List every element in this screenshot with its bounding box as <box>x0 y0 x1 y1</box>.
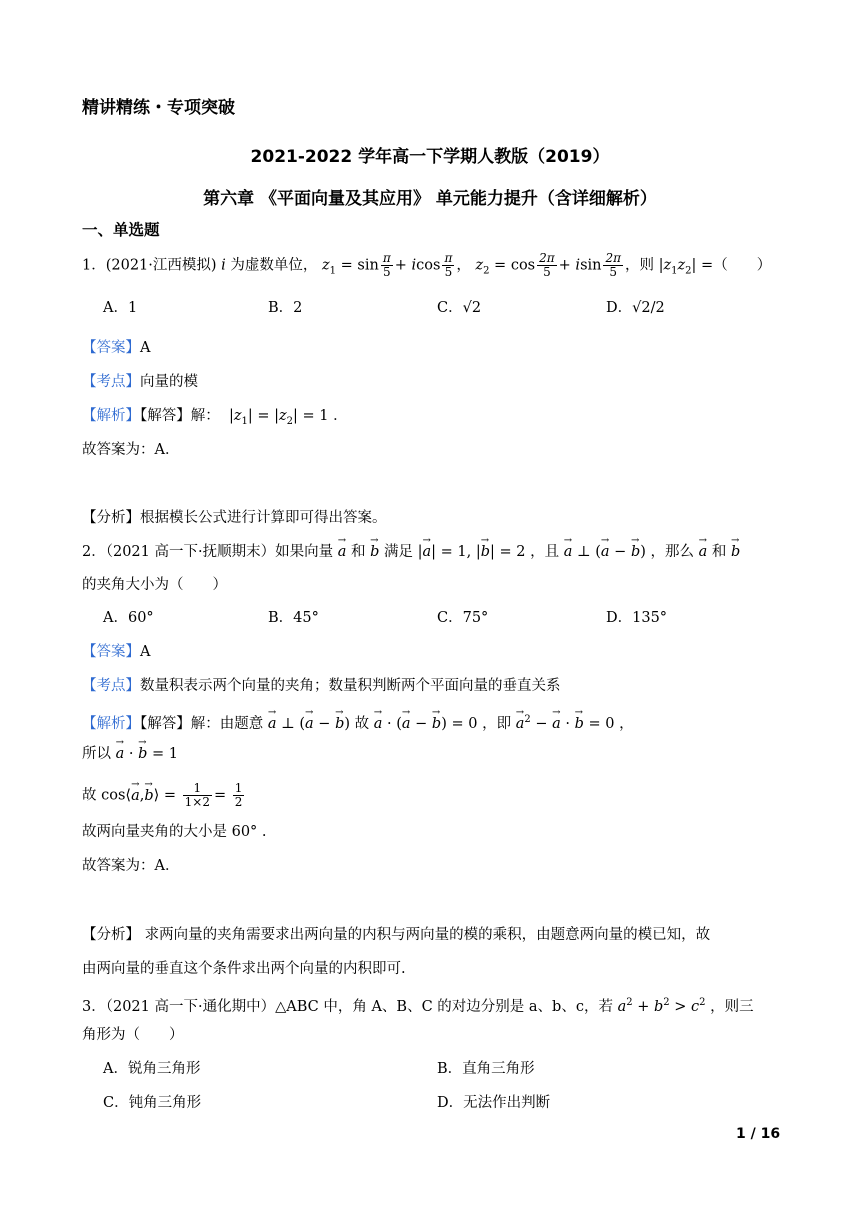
q2-conclusion: 故答案为：A． <box>82 858 180 874</box>
brand-heading: 精讲精练・专项突破 <box>82 98 235 118</box>
q1-choice-c: C．√2 <box>437 300 482 316</box>
q1-choice-a: A．1 <box>103 300 138 316</box>
q1-point <box>82 372 198 392</box>
q2-step3-text: 故 <box>82 787 97 804</box>
q3-choice-b: B．直角三角形 <box>437 1061 535 1077</box>
doc-title-line1: 2021-2022 学年高一下学期人教版（2019） <box>250 147 610 167</box>
q2-analysis: 【解析】【解答】解：由题意 → a ⊥ (→ a − → b) 故 → a · (→ a − → b) = 0 ，即 → $a^2$ − → a · → b = 0 ， <box>82 710 634 734</box>
doc-title-line2: 第六章 《平面向量及其应用》 单元能力提升（含详细解析） <box>203 189 657 209</box>
q1-comment-text: 根据模长公式进行计算即可得出答案。 <box>140 510 387 526</box>
analysis-tag: 【解析】 <box>82 715 140 732</box>
q2-step2-text: 所以 <box>82 746 111 762</box>
q1-answer-value: A <box>140 340 151 356</box>
q2-choice-d: D．135° <box>606 610 668 626</box>
comment-tag: 【分析】 <box>82 927 140 943</box>
q3-choice-d: D．无法作出判断 <box>437 1095 551 1111</box>
q2-step1: 解：由题意 <box>190 715 264 732</box>
section-title: 一、单选题 <box>82 221 160 239</box>
q1-conclusion: 故答案为：A． <box>82 442 180 458</box>
q3-tail: ，则三 <box>710 998 754 1015</box>
q1-choice-b: B．2 <box>268 300 303 316</box>
point-tag: 【考点】 <box>82 678 140 694</box>
q3-choice-a: A．锐角三角形 <box>103 1061 201 1077</box>
q2-step2: 所以 → a · → b = 1 <box>82 744 178 764</box>
q3-prefix: 3．（2021 高一下·通化期中）△ABC 中，角 A、B、C 的对边分别是 a、b、c，若 <box>82 998 613 1015</box>
q2-answer-value: A <box>140 644 151 660</box>
q1-point-text: 向量的模 <box>140 374 198 390</box>
q1-choice-d: D．√2/2 <box>606 300 665 316</box>
q2-choice-b: B．45° <box>268 610 319 626</box>
q2-point <box>82 676 561 696</box>
q1-stem: 1．(2021·江西模拟) i 为虚数单位， $z_1 = \sin$ $\frac{\pi}{5}$ + icos $\frac{\pi}{5}$ ， $z_2 = \cos$ $\frac{2\pi}{5}$ + isin $\frac{2\pi}{5}$ ，则 $|z_1z_2|$ =（ ） <box>82 251 772 279</box>
comment-tag: 【分析】 <box>82 510 140 526</box>
q2-point-text: 数量积表示两个向量的夹角；数量积判断两个平面向量的垂直关系 <box>140 678 561 694</box>
q1-prefix: 1．(2021·江西模拟) <box>82 257 217 274</box>
q1-solve-text: 解： <box>190 408 220 424</box>
q3-choice-c: C．钝角三角形 <box>103 1095 202 1111</box>
q2-stem-line2: 的夹角大小为（ ） <box>82 577 227 593</box>
q2-step4-value: 60° <box>231 824 258 840</box>
solve-tag: 【解答】 <box>140 408 191 424</box>
point-tag: 【考点】 <box>82 374 140 390</box>
q2-comment <box>82 925 710 945</box>
q2-step4: 故两向量夹角的大小是 60° . <box>82 824 267 840</box>
q2-step3: 故 cos⟨→ a,→ b⟩ = $\frac{1}{1\times 2}$ = $\frac{1}{2}$ <box>82 782 246 809</box>
q2-choice-a: A．60° <box>103 610 154 626</box>
analysis-tag: 【解析】 <box>82 408 140 424</box>
q1-answer <box>82 338 150 358</box>
q3-stem-line2: 角形为（ ） <box>82 1027 184 1043</box>
q2-step4-text: 故两向量夹角的大小是 <box>82 824 227 840</box>
answer-tag: 【答案】 <box>82 340 140 356</box>
q2-answer <box>82 642 150 662</box>
q3-stem: 3．（2021 高一下·通化期中）△ABC 中，角 A、B、C 的对边分别是 a、b、c，若 $a^2 + b^2 > c^2$ ，则三 <box>82 997 754 1015</box>
q2-prefix: 2．（2021 高一下·抚顺期末）如果向量 <box>82 544 334 560</box>
q2-choice-c: C．75° <box>437 610 489 626</box>
q1-comment <box>82 508 387 528</box>
q2-stem: 2．（2021 高一下·抚顺期末）如果向量 → a 和 → b 满足 |→ a| = 1, |→ b| = 2 ，且 → a ⊥ (→ a − → b) ，那么 → a 和 → b <box>82 542 740 562</box>
answer-tag: 【答案】 <box>82 644 140 660</box>
q2-comment-line1: 求两向量的夹角需要求出两向量的内积与两向量的模的乘积，由题意两向量的模已知，故 <box>144 927 711 943</box>
page-number: 1 / 16 <box>736 1126 781 1142</box>
q1-analysis: 【解析】【解答】解： $|z_1| = |z_2| = 1$ ． <box>82 408 348 427</box>
solve-tag: 【解答】 <box>140 715 191 732</box>
q2-comment-line2: 由两向量的垂直这个条件求出两个向量的内积即可. <box>82 961 406 977</box>
